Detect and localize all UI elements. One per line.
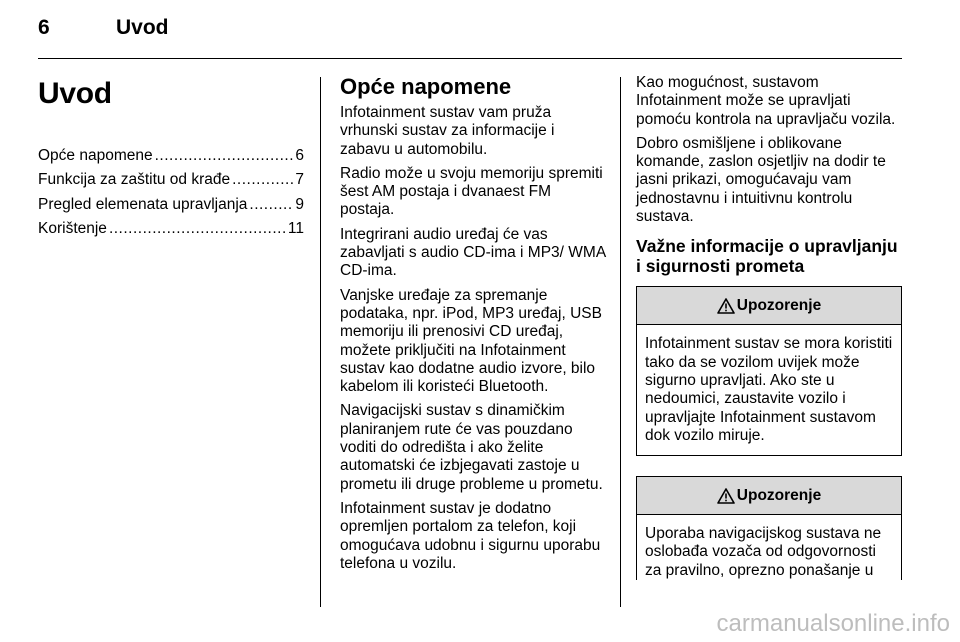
column-divider (620, 77, 621, 607)
warning-text: Uporaba navigacijskog sustava ne oslobađa vozača od odgovornosti za pravilno, oprezno ponašanje u (645, 525, 882, 579)
section-heading: Opće napomene (340, 74, 512, 99)
warning-box (636, 476, 902, 580)
body-paragraph: Navigacijski sustav s dinamičkim planiranjem rute će vas pouzdano voditi do odredišta i ako želite automatski će izbjegavati zastoje u prometu ili druge probleme u prometu. (340, 402, 603, 493)
body-paragraph: Vanjske uređaje za spremanje podataka, npr. iPod, MP3 uređaj, USB memoriju ili prenosivi CD uređaj, možete priključiti na Infotainment sustav kao dodatne audio izvore, bilo kabelom ili koristeći Bluetooth. (340, 286, 602, 396)
body-paragraph: Integrirani audio uređaj će vas zabavljati s audio CD-ima i MP3/ WMA CD-ima. (340, 225, 606, 280)
toc-entry-title: Funkcija za zaštitu od krađe (38, 171, 231, 189)
toc-entry[interactable] (38, 220, 304, 238)
body-paragraph: Kao mogućnost, sustavom Infotainment može se upravljati pomoću kontrola na upravljaču vozila. (636, 74, 896, 128)
table-of-contents (38, 147, 304, 238)
warning-header (637, 477, 901, 515)
header-rule (38, 58, 902, 59)
toc-leader-dots (232, 171, 293, 189)
toc-entry-page: 6 (295, 147, 304, 164)
warning-header (637, 287, 901, 325)
toc-entry-title: Pregled elemenata upravljanja (38, 195, 248, 213)
toc-leader-dots (249, 196, 293, 214)
toc-leader-dots (155, 147, 294, 165)
warning-text: Infotainment sustav se mora koristiti tako da se vozilom uvijek može sigurno upravljati. Ako ste u nedoumici, zaustavite vozilo i upravljajte Infotainment sustavom dok vozilo miruje. (645, 335, 893, 444)
toc-entry[interactable] (38, 196, 304, 214)
toc-leader-dots (109, 220, 286, 238)
warning-triangle-icon (717, 488, 735, 504)
toc-entry-page: 7 (295, 171, 304, 189)
toc-entry-page: 11 (287, 219, 304, 237)
warning-triangle-icon (717, 298, 735, 314)
body-paragraph: Radio može u svoju memoriju spremiti šest AM postaja i dvanaest FM postaja. (340, 164, 603, 219)
toc-entry-title: Korištenje (38, 219, 107, 237)
page-header (38, 16, 900, 46)
watermark: carmanualsonline.info (716, 610, 950, 637)
warning-label: Upozorenje (736, 486, 822, 504)
body-paragraph: Infotainment sustav vam pruža vrhunski sustav za informacije i zabavu u automobilu. (340, 104, 555, 158)
column-divider (320, 77, 321, 607)
page-number: 6 (38, 16, 50, 39)
chapter-title: Uvod (38, 77, 112, 110)
toc-entry[interactable] (38, 171, 304, 189)
toc-entry-page: 9 (295, 195, 304, 213)
toc-entry[interactable] (38, 147, 304, 165)
toc-entry-title: Opće napomene (38, 147, 153, 164)
left-column (38, 74, 304, 244)
body-paragraph: Dobro osmišljene i oblikovane komande, zaslon osjetljiv na dodir te jasni prikazi, omogućavaju vam jednostavnu i intuitivnu kontrolu sustava. (636, 134, 886, 226)
warning-box (636, 286, 902, 456)
body-paragraph: Infotainment sustav je dodatno opremljen portalom za telefon, koji omogućava udobnu i sigurnu uporabu telefona u vozilu. (340, 499, 601, 572)
header-section-title: Uvod (116, 16, 169, 39)
subsection-heading: Važne informacije o upravljanju i sigurnosti prometa (636, 236, 898, 277)
warning-label: Upozorenje (736, 296, 822, 314)
middle-column (340, 74, 606, 579)
right-column (636, 74, 902, 600)
